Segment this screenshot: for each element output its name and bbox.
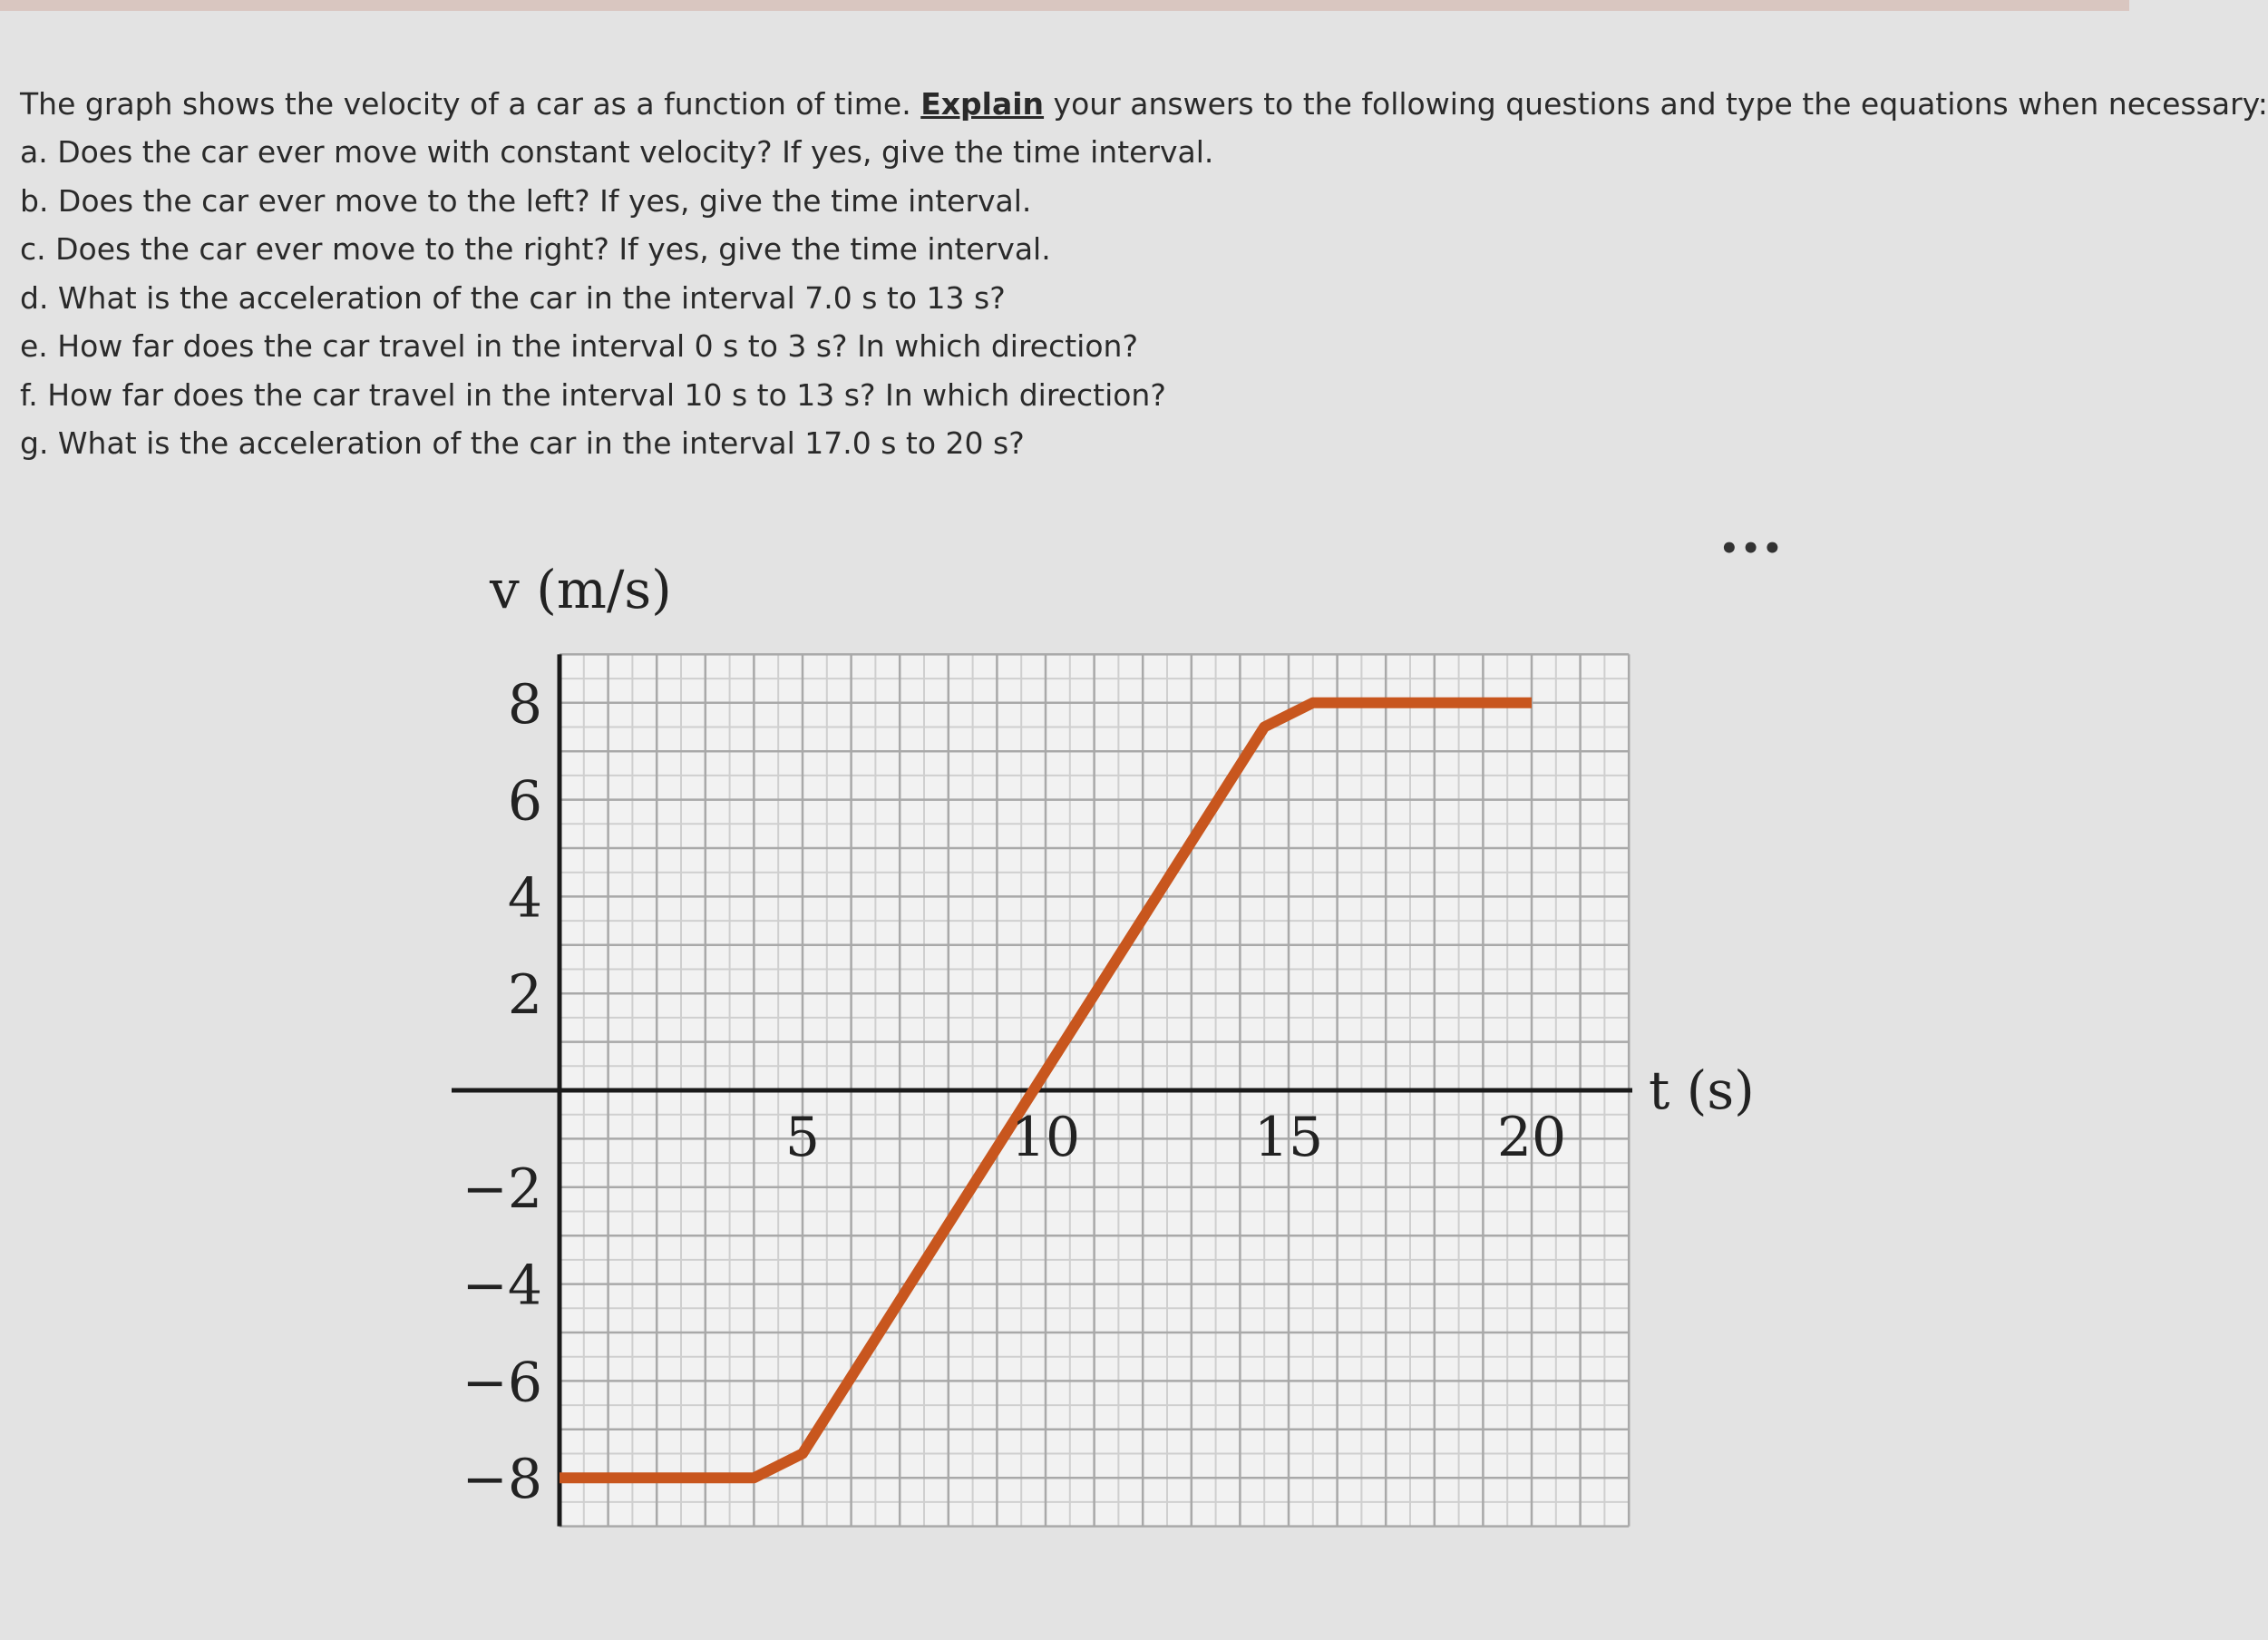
x-tick-label: 10 [1010,1106,1081,1169]
explain-keyword: Explain [920,86,1045,122]
more-options-icon[interactable]: ••• [1719,531,1785,567]
question-item-a: a. Does the car ever move with constant velocity? If yes, give the time interval. [20,134,1214,170]
y-tick-label: −2 [462,1157,542,1221]
y-axis-label: v (m/s) [490,559,672,620]
y-tick-label: −4 [462,1254,542,1318]
y-tick-label: 4 [507,866,542,931]
question-item-c: c. Does the car ever move to the right? If yes, give the time interval. [20,231,1051,267]
y-tick-label: 2 [507,963,542,1028]
y-tick-label: −6 [462,1351,542,1415]
y-tick-label: 6 [507,769,542,834]
y-tick-label: 8 [507,672,542,737]
x-tick-label: 5 [784,1106,821,1169]
question-item-b: b. Does the car ever move to the left? If yes, give the time interval. [20,182,1032,219]
question-item-g: g. What is the acceleration of the car in the interval 17.0 s to 20 s? [20,425,1025,461]
question-item-e: e. How far does the car travel in the interval 0 s to 3 s? In which direction? [20,328,1138,364]
question-item-f: f. How far does the car travel in the interval 10 s to 13 s? In which direction? [20,376,1166,413]
x-tick-label: 15 [1253,1106,1324,1169]
x-axis-label: t (s) [1649,1059,1755,1121]
intro-after: your answers to the following questions and type the equations when necessary: [1044,86,2268,122]
intro-before: The graph shows the velocity of a car as a function of time. [20,86,921,122]
x-tick-label: 20 [1496,1106,1567,1169]
y-tick-label: −8 [462,1448,542,1512]
question-item-d: d. What is the acceleration of the car in the interval 7.0 s to 13 s? [20,279,1006,316]
